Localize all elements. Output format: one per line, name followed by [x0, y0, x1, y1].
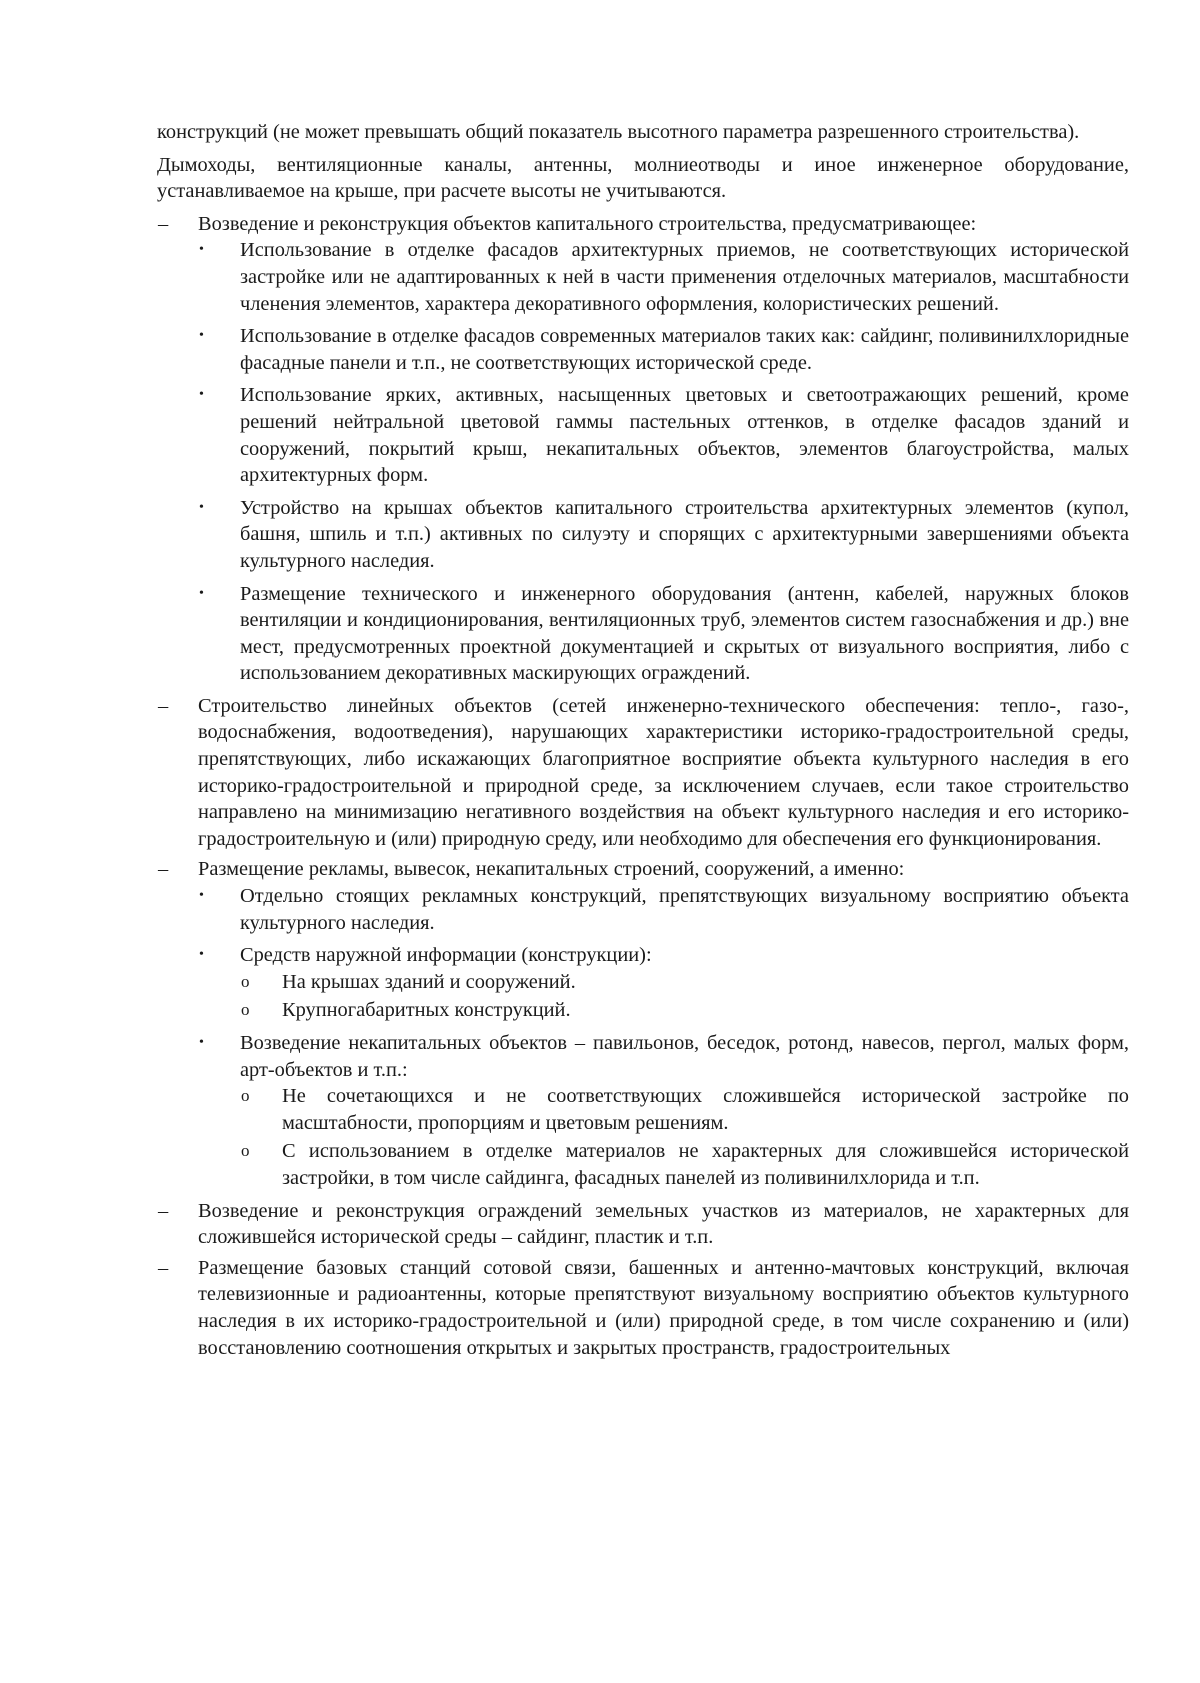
- bullet-text: Использование в отделке фасадов современных материалов таких как: сайдинг, поливинилхлоридные фасадные панели и т.п., не соответствующих исторической среде.: [240, 325, 1129, 374]
- bullet-item: [157, 495, 1129, 575]
- bullet-marker: •: [199, 328, 204, 344]
- bullet-item: [157, 581, 1129, 687]
- sub-item: [157, 969, 1129, 996]
- bullet-marker: •: [199, 888, 204, 904]
- dash-marker: –: [158, 1199, 169, 1222]
- restriction-item-construction: [157, 211, 1129, 687]
- bullet-marker: •: [199, 947, 204, 963]
- restriction-text: Возведение и реконструкция ограждений земельных участков из материалов, не характерных для сложившейся исторической среды – сайдинг, пластик и т.п.: [198, 1199, 1129, 1249]
- circle-marker: o: [241, 1141, 250, 1161]
- bullet-item: [157, 382, 1129, 488]
- bullet-item: [157, 1030, 1129, 1192]
- restriction-item-linear-objects: [157, 693, 1129, 853]
- bullet-text: Размещение технического и инженерного оборудования (антенн, кабелей, наружных блоков вентиляции и кондиционирования, вентиляционных труб, элементов систем газоснабжения и др.) вне мест, предусмотренных проектной документацией и скрытых от визуального восприятия, либо с использованием декоративных маскирующих ограждений.: [240, 582, 1129, 685]
- circle-marker: o: [241, 971, 250, 991]
- restriction-text: Размещение базовых станций сотовой связи, башенных и антенно-мачтовых конструкций, включая телевизионные и радиоантенны, которые препятствуют визуальному восприятию объектов культурного наследия в их историко-градостроительной и (или) природной среде, в том числе сохранению и (или) восстановлению соотношения открытых и закрытых пространств, градостроительных: [198, 1256, 1129, 1359]
- dash-marker: –: [158, 1256, 169, 1279]
- sub-item-text: Крупногабаритных конструкций.: [282, 999, 571, 1022]
- sub-item: [157, 1138, 1129, 1191]
- sub-item-text: Не сочетающихся и не соответствующих сложившейся исторической застройке по масштабности, пропорциям и цветовым решениям.: [282, 1085, 1129, 1134]
- bullet-item: [157, 883, 1129, 936]
- restriction-item-advertising: [157, 856, 1129, 1191]
- sub-item-text: С использованием в отделке материалов не характерных для сложившейся исторической застройки, в том числе сайдинга, фасадных панелей из поливинилхлорида и т.п.: [282, 1140, 1129, 1189]
- bullet-item: [157, 942, 1129, 1024]
- restriction-text: Возведение и реконструкция объектов капитального строительства, предусматривающее:: [198, 212, 977, 235]
- bullet-item: [157, 323, 1129, 376]
- dash-marker: –: [158, 694, 169, 717]
- circle-marker: o: [241, 1086, 250, 1106]
- bullet-marker: •: [199, 387, 204, 403]
- circle-marker: o: [241, 1000, 250, 1020]
- document-page: [157, 119, 1129, 1365]
- dash-marker: –: [158, 858, 169, 881]
- bullet-text: Средств наружной информации (конструкции):: [240, 944, 652, 967]
- bullet-marker: •: [199, 242, 204, 258]
- bullet-item: [157, 237, 1129, 317]
- bullet-text: Использование ярких, активных, насыщенных цветовых и светоотражающих решений, кроме решений нейтральной цветовой гаммы пастельных оттенков, в отделке фасадов зданий и сооружений, покрытий крыш, некапитальных объектов, элементов благоустройства, малых архитектурных форм.: [240, 384, 1129, 487]
- bullet-text: Отдельно стоящих рекламных конструкций, препятствующих визуальному восприятию объекта культурного наследия.: [240, 885, 1129, 934]
- paragraph-chimneys: Дымоходы, вентиляционные каналы, антенны, молниеотводы и иное инженерное оборудование, устанавливаемое на крыше, при расчете высоты не учитываются.: [157, 153, 1129, 203]
- restriction-item-base-stations: [157, 1255, 1129, 1361]
- dash-marker: –: [158, 212, 169, 235]
- sub-item: [157, 997, 1129, 1024]
- bullet-text: Устройство на крышах объектов капитального строительства архитектурных элементов (купол, башня, шпиль и т.п.) активных по силуэту и спорящих с архитектурными завершениями объекта культурного наследия.: [240, 496, 1129, 572]
- restriction-text: Строительство линейных объектов (сетей инженерно-технического обеспечения: тепло-, газо-, водоснабжения, водоотведения), нарушающих характеристики историко-градостроительной среды, препятствующих, либо искажающих благоприятное восприятие объекта культурного наследия в его историко-градостроительной и природной среде, за исключением случаев, если такое строительство направлено на минимизацию негативного воздействия на объект культурного наследия и его историко-градостроительную и (или) природную среду, или необходимо для обеспечения его функционирования.: [198, 694, 1129, 850]
- bullet-text: Использование в отделке фасадов архитектурных приемов, не соответствующих исторической застройке или не адаптированных к ней в части применения отделочных материалов, масштабности членения элементов, характера декоративного оформления, колористических решений.: [240, 239, 1129, 315]
- sub-item: [157, 1083, 1129, 1136]
- sub-item-text: На крышах зданий и сооружений.: [282, 970, 576, 993]
- restriction-item-fences: [157, 1198, 1129, 1251]
- paragraph-continuation: конструкций (не может превышать общий показатель высотного параметра разрешенного строительства).: [157, 121, 1080, 143]
- bullet-marker: •: [199, 1035, 204, 1050]
- bullet-marker: •: [199, 499, 204, 515]
- bullet-text: Возведение некапитальных объектов – павильонов, беседок, ротонд, навесов, пергол, малых форм, арт-объектов и т.п.:: [240, 1032, 1129, 1081]
- bullet-marker: •: [199, 585, 204, 601]
- restriction-text: Размещение рекламы, вывесок, некапитальных строений, сооружений, а именно:: [198, 858, 905, 881]
